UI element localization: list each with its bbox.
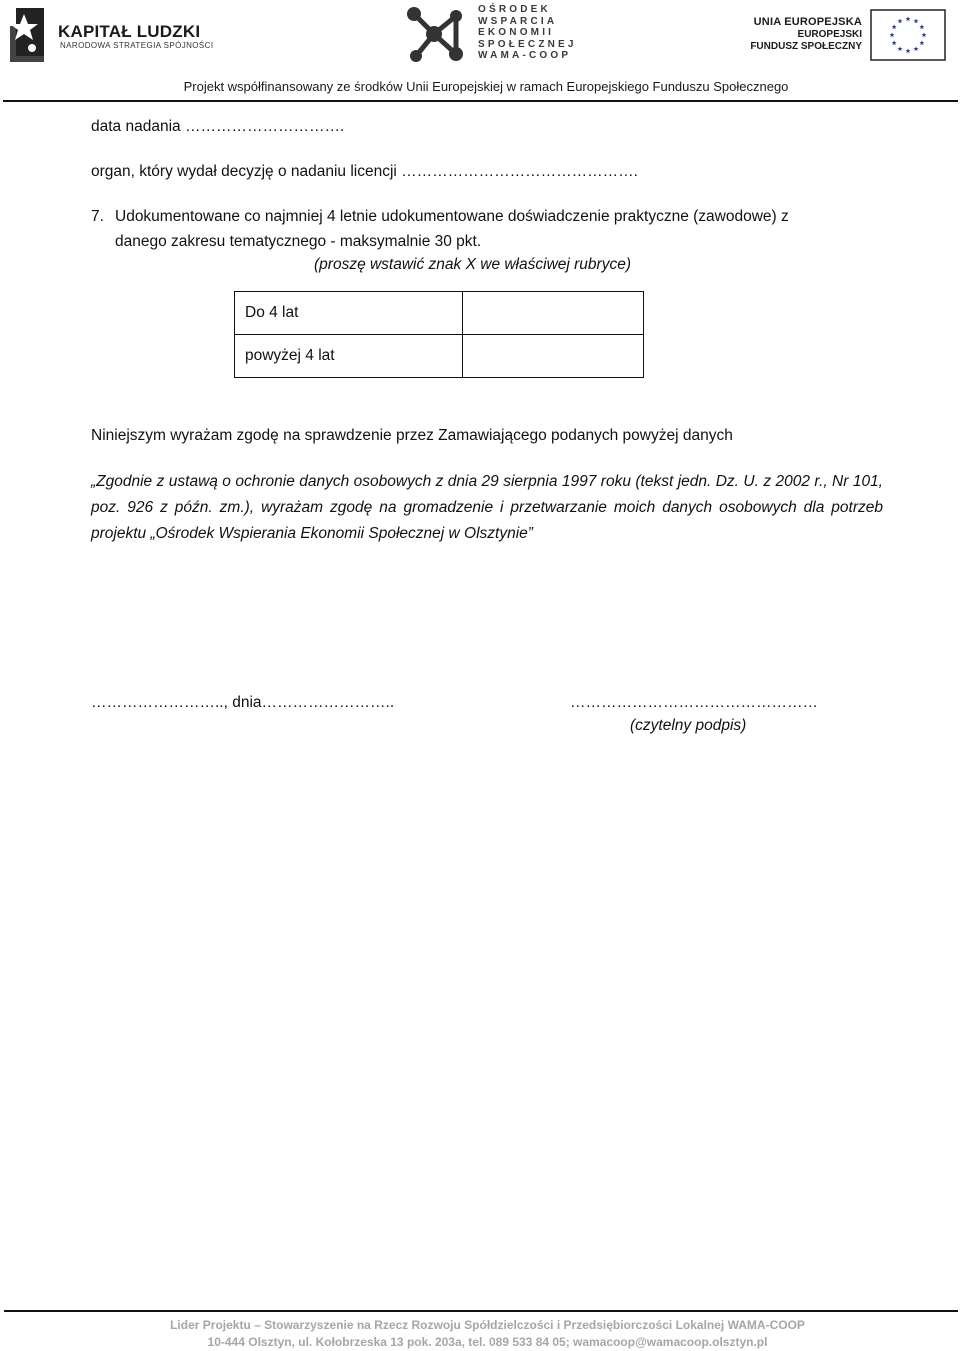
kapital-ludzki-logo-icon [8,6,48,62]
option-label: Do 4 lat [235,292,463,335]
kapital-ludzki-subtitle: NARODOWA STRATEGIA SPÓJNOŚCI [60,41,214,50]
owes-logo-line: SPOŁECZNEJ [478,38,577,50]
footer-divider [4,1310,958,1312]
question-instruction: (proszę wstawić znak X we właściwej rubryce) [314,256,631,273]
eu-flag-icon [870,9,946,61]
eu-logo-line: FUNDUSZ SPOŁECZNY [750,41,862,52]
consent-verify-text: Niniejszym wyrażam zgodę na sprawdzenie przez Zamawiającego podanych powyżej danych [91,427,733,444]
eu-logo-line: UNIA EUROPEJSKA [753,16,862,28]
eu-logo-line: EUROPEJSKI [797,28,862,40]
footer-project-leader: Lider Projektu – Stowarzyszenie na Rzecz Rozwoju Spółdzielczości i Przedsiębiorczości Lokalnej WAMA-COOP [170,1318,805,1332]
owes-logo-text [478,4,577,62]
option-checkbox-cell[interactable] [463,292,644,335]
owes-logo-line: EKONOMII [478,27,555,39]
owes-logo-line: WSPARCIA [478,15,558,27]
eu-logo-text [740,16,862,54]
footer-contact: 10-444 Olsztyn, ul. Kołobrzeska 13 pok. 203a, tel. 089 533 84 05; wamacoop@wamacoop.olsztyn.pl [207,1335,768,1349]
date-issued-line: data nadania …………………………. [91,118,345,135]
question-text-continued: danego zakresu tematycznego - maksymalnie 30 pkt. [115,233,482,250]
table-row [235,335,644,378]
owes-logo-line: WAMA-COOP [478,50,572,62]
option-label: powyżej 4 lat [235,335,463,378]
signature-line: ………………………………………… [570,694,818,711]
option-checkbox-cell[interactable] [463,335,644,378]
experience-options-table [234,291,644,378]
data-protection-clause: „Zgodnie z ustawą o ochronie danych osobowych z dnia 29 sierpnia 1997 roku (tekst jedn. Dz. U. z 2002 r., Nr 101, poz. 926 z późn. zm.), wyrażam zgodę na gromadzenie i przetwarzanie moich danych osobowych dla potrzeb projektu „Ośrodek Wspierania Ekonomii Społecznej w Olsztynie” [91,473,883,542]
table-row [235,292,644,335]
owes-logo-line: OŚRODEK [478,4,551,15]
header-divider [3,100,958,102]
question-text: Udokumentowane co najmniej 4 letnie udokumentowane doświadczenie praktyczne (zawodowe) z [115,208,789,225]
signature-caption: (czytelny podpis) [630,717,747,734]
kapital-ludzki-title: KAPITAŁ LUDZKI [58,22,201,41]
cofinancing-note: Projekt współfinansowany ze środków Unii Europejskiej w ramach Europejskiego Funduszu Społecznego [183,79,789,94]
question-number: 7. [91,208,104,225]
owes-network-logo-icon [404,4,468,66]
place-date-line: …………………….., dnia…………………….. [91,694,395,711]
issuing-body-line: organ, który wydał decyzję o nadaniu licencji ………………………………………. [91,163,638,180]
